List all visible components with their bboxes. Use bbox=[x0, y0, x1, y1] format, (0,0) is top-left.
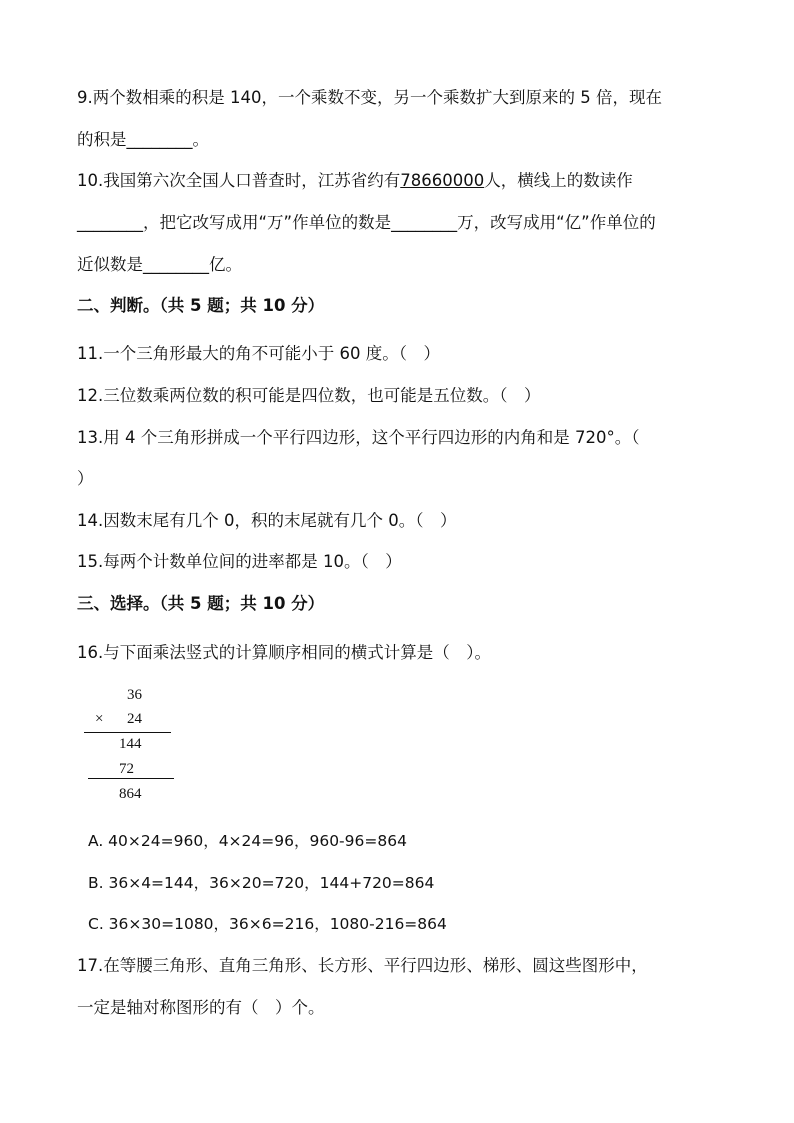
q11: 11.一个三角形最大的角不可能小于 60 度。（ ） bbox=[77, 344, 440, 363]
q9-line1: 9.两个数相乘的积是 140，一个乘数不变，另一个乘数扩大到原来的 5 倍，现在 bbox=[77, 88, 662, 107]
q10-line1-post: 人，横线上的数读作 bbox=[484, 171, 633, 190]
calc-multiplier: 24 bbox=[127, 711, 142, 727]
section-judgment-heading: 二、判断。（共 5 题；共 10 分） bbox=[77, 296, 325, 315]
calc-result: 864 bbox=[119, 786, 142, 802]
q10-line2: ________，把它改写成用“万”作单位的数是________万，改写成用“亿”作单位的 bbox=[77, 213, 656, 232]
q17-line1: 17.在等腰三角形、直角三角形、长方形、平行四边形、梯形、圆这些图形中， bbox=[77, 956, 648, 975]
q16-option-b[interactable]: B. 36×4=144，36×20=720，144+720=864 bbox=[88, 874, 435, 892]
q10-line1-pre: 10.我国第六次全国人口普查时，江苏省约有 bbox=[77, 171, 401, 190]
calc-times-sign: × bbox=[95, 711, 104, 727]
q9-line2: 的积是________。 bbox=[77, 130, 209, 149]
q16-stem: 16.与下面乘法竖式的计算顺序相同的横式计算是（ ）。 bbox=[77, 643, 491, 662]
q10-population-number: 78660000 bbox=[400, 171, 485, 190]
calc-multiplicand: 36 bbox=[127, 687, 142, 703]
q12: 12.三位数乘两位数的积可能是四位数，也可能是五位数。（ ） bbox=[77, 386, 541, 405]
calc-partial-2: 72 bbox=[119, 761, 134, 777]
vertical-multiplication bbox=[80, 682, 190, 812]
q16-option-a[interactable]: A. 40×24=960，4×24=96，960-96=864 bbox=[88, 832, 407, 850]
q14: 14.因数末尾有几个 0，积的末尾就有几个 0。（ ） bbox=[77, 511, 457, 530]
q10-line3: 近似数是________亿。 bbox=[77, 255, 242, 274]
q17-line2: 一定是轴对称图形的有（ ）个。 bbox=[77, 998, 325, 1017]
q15: 15.每两个计数单位间的进率都是 10。（ ） bbox=[77, 552, 402, 571]
calc-partial-1: 144 bbox=[119, 736, 142, 752]
q13-line2: ） bbox=[77, 469, 94, 488]
q16-option-c[interactable]: C. 36×30=1080，36×6=216，1080-216=864 bbox=[88, 915, 447, 933]
calc-rule-1 bbox=[84, 732, 171, 733]
section-choice-heading: 三、选择。（共 5 题；共 10 分） bbox=[77, 594, 325, 613]
q10-line1 bbox=[77, 170, 633, 192]
calc-rule-2 bbox=[88, 778, 174, 779]
q13-line1: 13.用 4 个三角形拼成一个平行四边形，这个平行四边形的内角和是 720°。（ bbox=[77, 428, 640, 447]
